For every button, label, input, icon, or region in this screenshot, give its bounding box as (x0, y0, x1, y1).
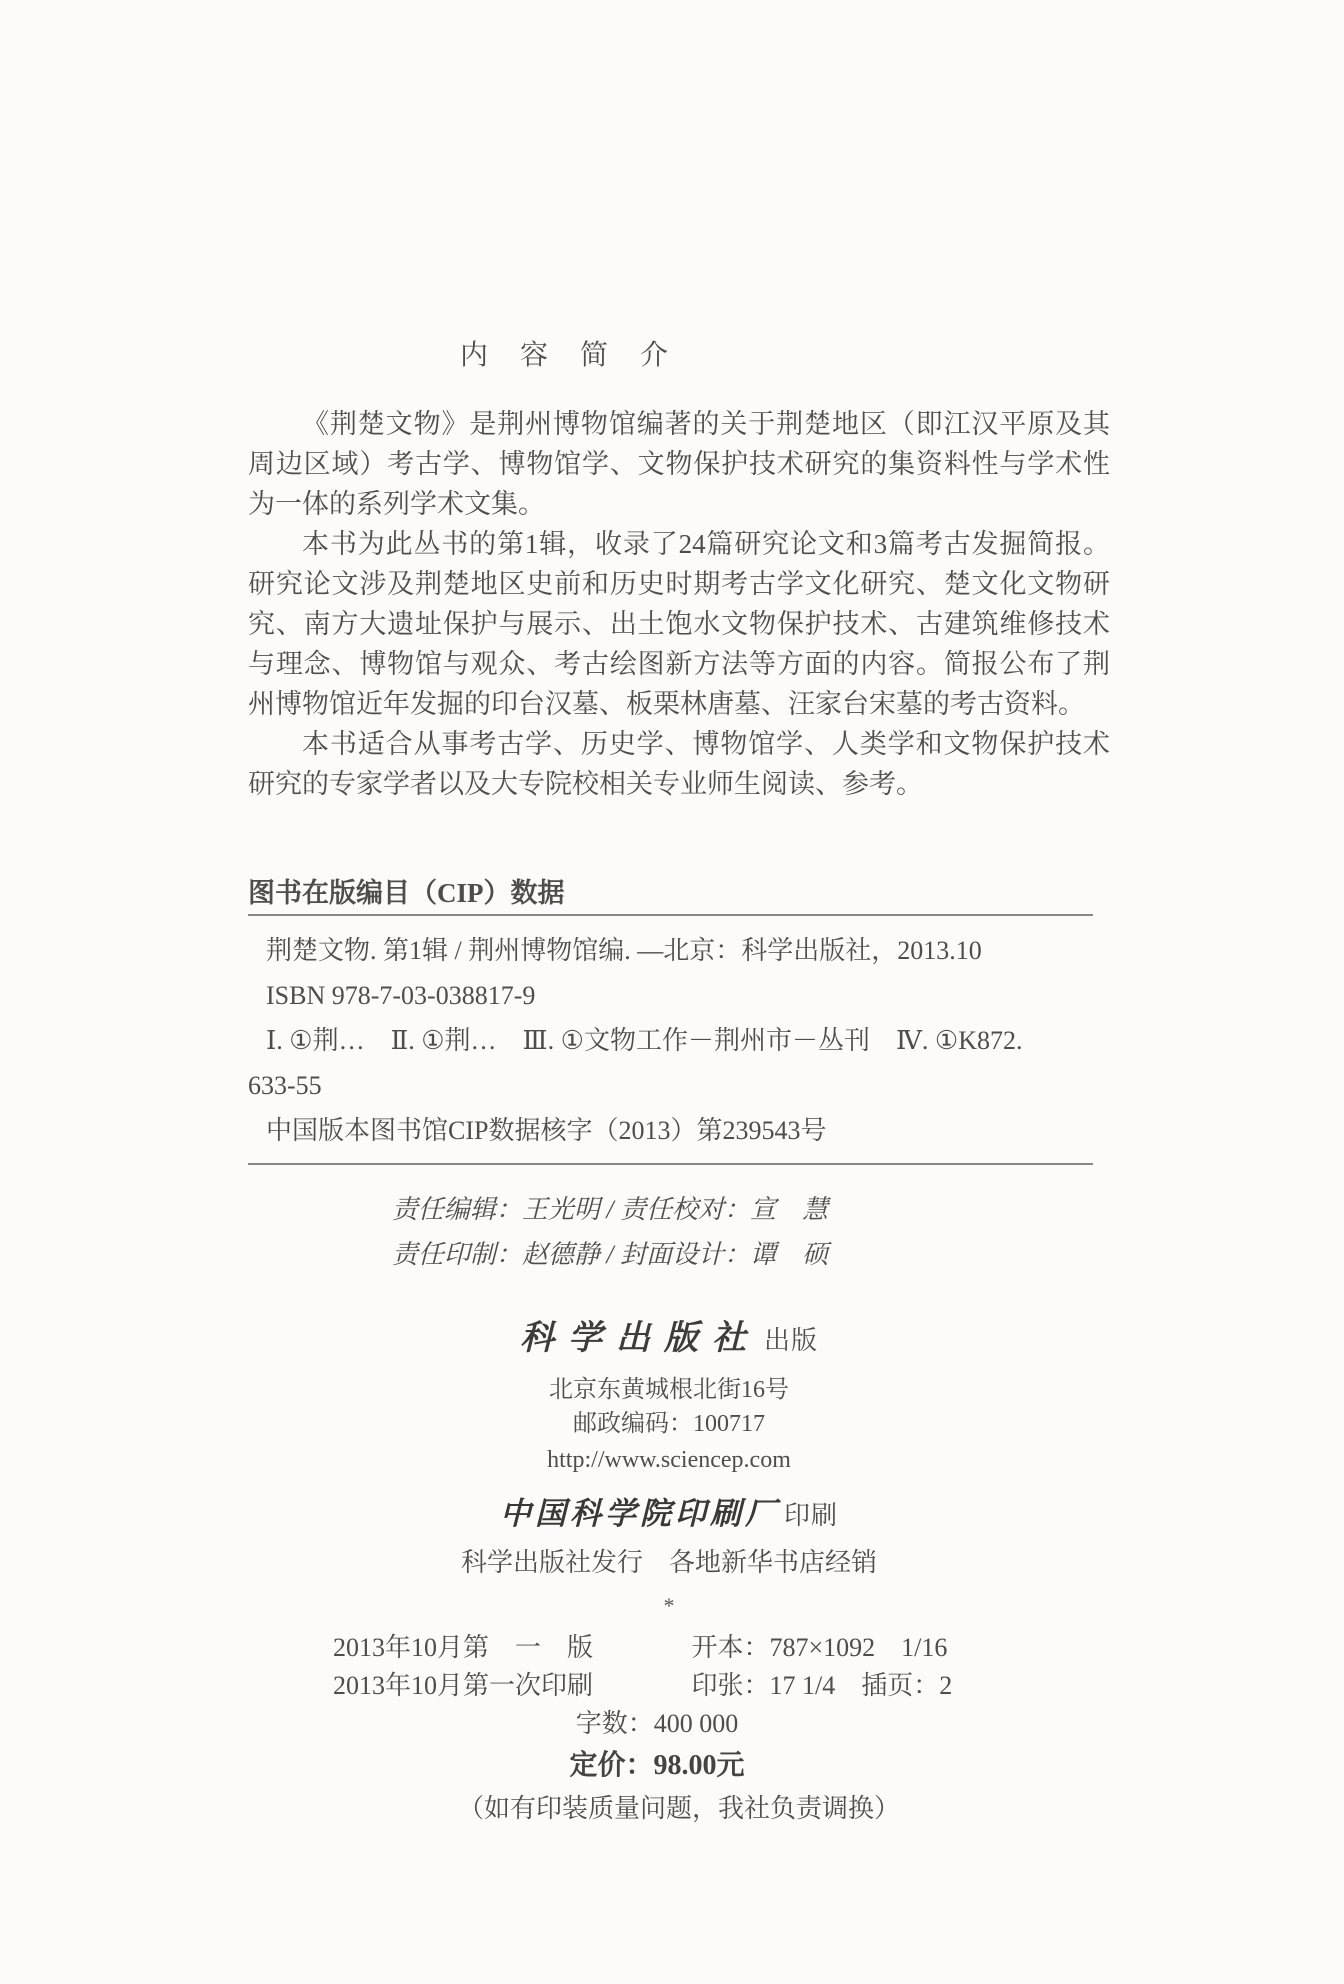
cip-block (248, 876, 1093, 1165)
colophon-page (248, 0, 1110, 1829)
staff-line-editors: 责任编辑：王光明 / 责任校对：宣 慧 (391, 1195, 829, 1224)
cip-line-isbn: ISBN 978-7-03-038817-9 (266, 981, 536, 1010)
page-title: 内 容 简 介 (460, 340, 671, 371)
intro-paragraph: 本书适合从事考古学、历史学、博物馆学、人类学和文物保护技术研究的专家学者以及大专院校相关专业师生阅读、参考。 (248, 729, 1110, 799)
publisher-website: http://www.sciencep.com (547, 1447, 791, 1473)
distribution-line: 科学出版社发行 各地新华书店经销 (460, 1548, 877, 1577)
publish-label: 出版 (763, 1326, 818, 1355)
printing-date: 2013年10月第一次印刷 (333, 1671, 594, 1700)
quality-note: （如有印装质量问题，我社负责调换） (457, 1794, 900, 1823)
publisher-block (248, 1317, 1110, 1621)
cip-line-classification-cont: 633-55 (248, 1071, 322, 1100)
cip-line-registry: 中国版本图书馆CIP数据核字（2013）第239543号 (266, 1116, 827, 1145)
edition-line-2 (248, 1667, 1110, 1705)
staff-credits (248, 1187, 1110, 1277)
price-line: 定价：98.00元 (569, 1750, 745, 1781)
edition-block (248, 1629, 1110, 1829)
edition-date: 2013年10月第 一 版 (333, 1633, 594, 1662)
publisher-name-logotype: 科学出版社 (519, 1320, 760, 1357)
cip-line-title: 荆楚文物. 第1辑 / 荆州博物馆编. —北京：科学出版社，2013.10 (266, 936, 982, 965)
cip-line-classification: Ⅰ. ①荆… Ⅱ. ①荆… Ⅲ. ①文物工作－荆州市－丛刊 Ⅳ. ①K872. (266, 1026, 1023, 1055)
publisher-postcode: 邮政编码：100717 (573, 1411, 765, 1437)
edition-line-1 (248, 1629, 1110, 1667)
intro-paragraph: 《荆楚文物》是荆州博物馆编著的关于荆楚地区（即江汉平原及其周边区域）考古学、博物馆学、文物保护技术研究的集资料性与学术性为一体的系列学术文集。 (248, 409, 1110, 519)
printer-name-logotype: 中国科学院印刷厂 (499, 1496, 780, 1531)
separator-star: * (663, 1593, 675, 1618)
publisher-address: 北京东黄城根北街16号 (549, 1377, 789, 1403)
print-label: 印刷 (783, 1501, 838, 1530)
cip-body (248, 916, 1093, 1165)
printer-line (248, 1493, 1090, 1541)
format-spec: 开本：787×1092 1/16 (691, 1633, 948, 1662)
word-count: 字数：400 000 (575, 1709, 739, 1738)
publisher-line (248, 1317, 1090, 1367)
intro-section (248, 404, 1110, 804)
cip-heading: 图书在版编目（CIP）数据 (248, 876, 1093, 916)
intro-paragraph: 本书为此丛书的第1辑，收录了24篇研究论文和3篇考古发掘简报。研究论文涉及荆楚地区史前和历史时期考古学文化研究、楚文化文物研究、南方大遗址保护与展示、出土饱水文物保护技术、古建筑维修技术与理念、博物馆与观众、考古绘图新方法等方面的内容。简报公布了荆州博物馆近年发掘的印台汉墓、板栗林唐墓、汪家台宋墓的考古资料。 (248, 529, 1110, 719)
sheets-spec: 印张：17 1/4 插页：2 (691, 1671, 953, 1700)
staff-line-print-design: 责任印制：赵德静 / 封面设计：谭 硕 (391, 1240, 829, 1269)
